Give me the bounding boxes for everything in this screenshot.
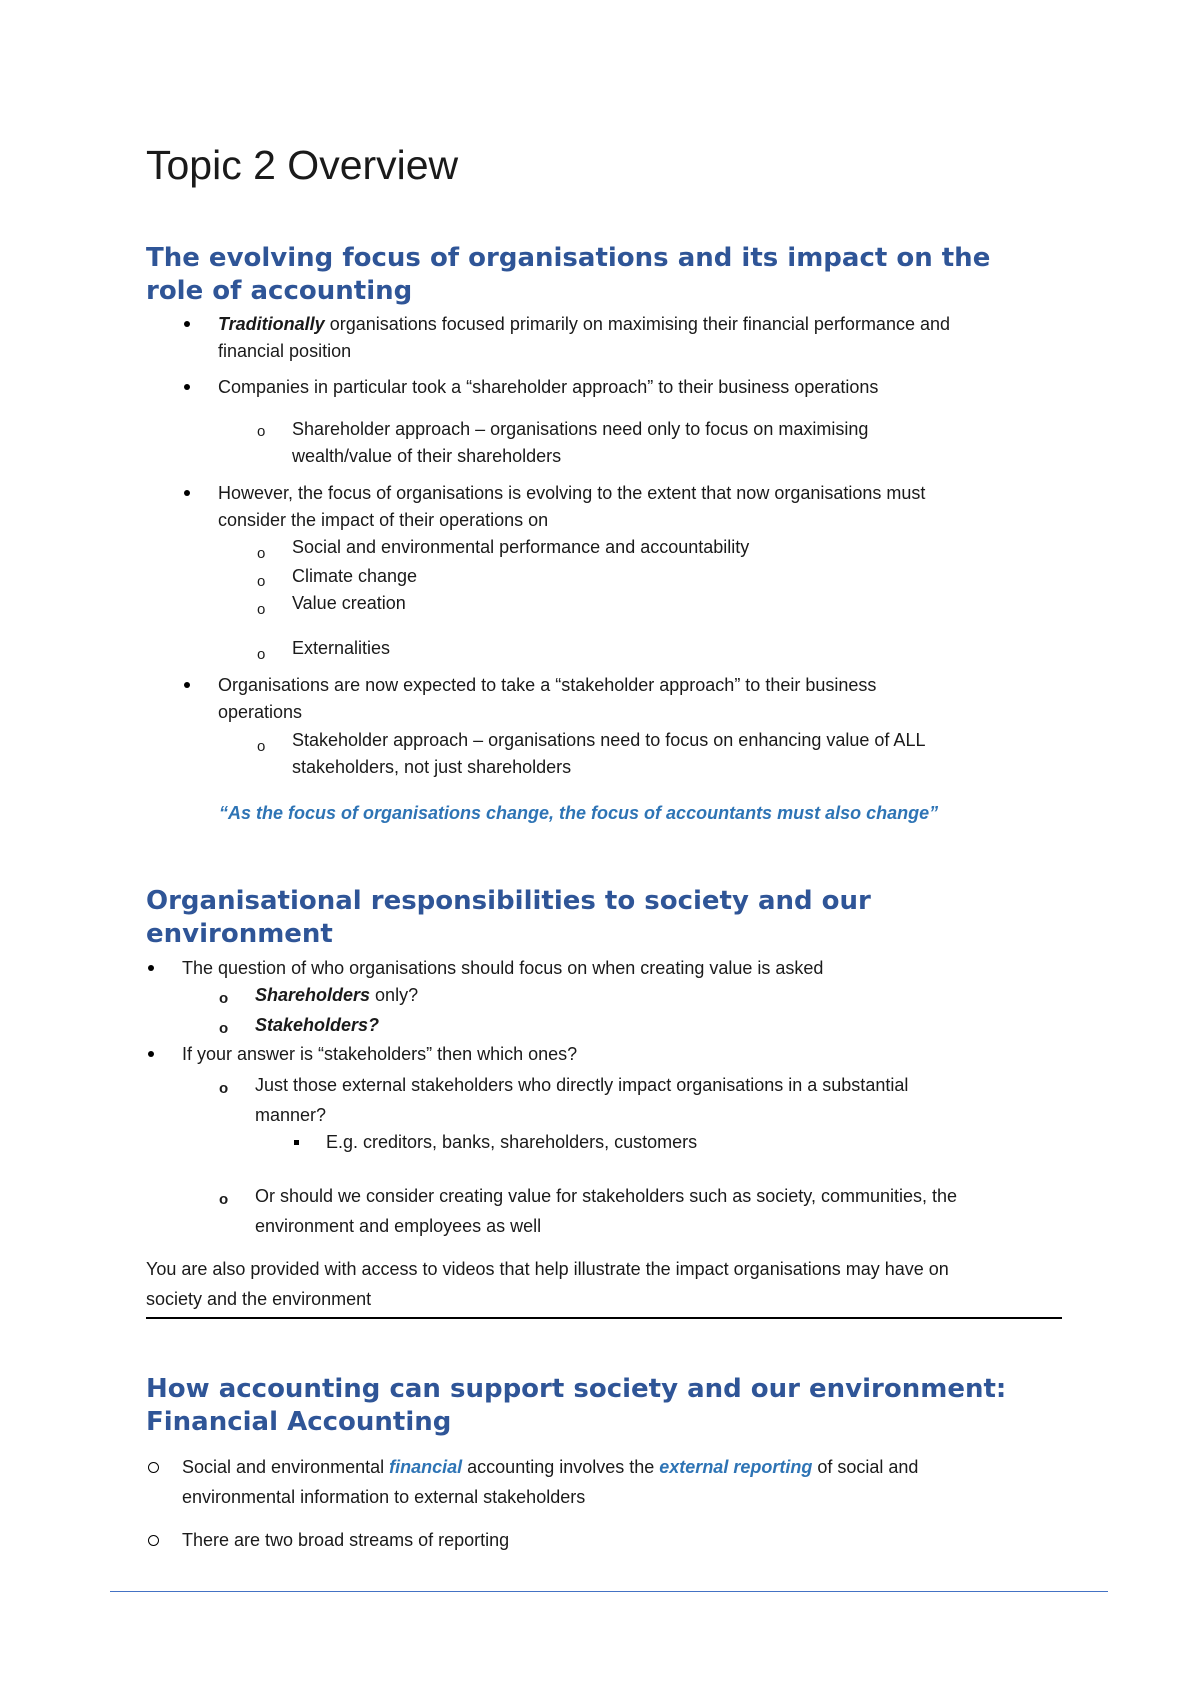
bullet-icon [184,480,190,496]
heading-line: How accounting can support society and our environment: [146,1374,1007,1404]
emphasis-text: external reporting [659,1457,813,1477]
circle-bullet-icon: o [219,1191,229,1208]
emphasis-text: financial [389,1457,463,1477]
list-item-text: Organisations are now expected to take a “stakeholder approach” to their business [218,675,877,695]
circle-bullet-icon: o [257,738,266,755]
hollow-bullet-icon [148,1454,159,1473]
paragraph-line: society and the environment [146,1289,372,1309]
section-heading-organisational-responsibilities [146,885,871,951]
list-item-text: manner? [255,1105,327,1125]
heading-line: environment [146,919,333,949]
circle-bullet-icon: o [219,1020,229,1037]
emphasis-text: Traditionally [218,314,325,334]
list-item: The question of who organisations should focus on when creating value is asked [182,958,824,978]
list-item [218,311,950,365]
list-item-text: organisations focused primarily on maximising their financial performance and [324,314,951,334]
list-item-text: Just those external stakeholders who directly impact organisations in a substantial [255,1075,909,1095]
horizontal-rule [146,1317,1062,1319]
list-item: Companies in particular took a “shareholder approach” to their business operations [218,377,879,397]
sub-list-item: Value creation [292,593,406,613]
list-item [182,1454,918,1511]
list-item-text: Or should we consider creating value for stakeholders such as society, communities, the [255,1186,957,1206]
bullet-icon [184,672,190,688]
list-item-text: only? [370,985,419,1005]
circle-bullet-icon: o [257,573,266,590]
circle-bullet-icon: o [257,601,266,618]
footer-divider [110,1591,1108,1592]
bullet-icon [184,374,190,390]
bullet-icon [184,311,190,327]
sub-list-item [255,1072,908,1129]
sub-list-item [292,727,925,781]
list-item-text: financial position [218,341,352,361]
section-heading-evolving-focus [146,242,990,308]
page-title: Topic 2 Overview [146,142,459,188]
sub-list-item: Externalities [292,638,391,658]
paragraph [146,1256,949,1313]
hollow-bullet-icon [148,1527,159,1546]
circle-bullet-icon: o [219,1080,229,1097]
circle-bullet-icon: o [219,990,229,1007]
list-item-text: operations [218,702,303,722]
list-item-text: Stakeholder approach – organisations need to focus on enhancing value of ALL [292,730,926,750]
square-bullet-icon [294,1129,299,1145]
circle-bullet-icon: o [257,423,266,440]
emphasis-text: Shareholders [255,985,371,1005]
heading-line: role of accounting [146,276,413,306]
list-item-text: environment and employees as well [255,1216,542,1236]
list-item [218,672,876,726]
sub-list-item: Stakeholders? [255,1015,380,1035]
circle-bullet-icon: o [257,646,266,663]
list-item-text: accounting involves the [462,1457,660,1477]
heading-line: Organisational responsibilities to society and our [146,886,871,916]
list-item [218,480,925,534]
section-heading-financial-accounting [146,1373,1006,1439]
list-item-text: Shareholder approach – organisations need only to focus on maximising [292,419,869,439]
list-item-text: However, the focus of organisations is evolving to the extent that now organisations must [218,483,926,503]
sub-list-item: Climate change [292,566,418,586]
heading-line: The evolving focus of organisations and its impact on the [146,243,991,273]
sub-sub-list-item: E.g. creditors, banks, shareholders, customers [326,1132,698,1152]
list-item-text: stakeholders, not just shareholders [292,757,572,777]
list-item-text: consider the impact of their operations on [218,510,549,530]
list-item-text: Social and environmental [182,1457,390,1477]
list-item-text: of social and [812,1457,919,1477]
sub-list-item [292,416,868,470]
sub-list-item [255,1183,957,1240]
list-item-text: wealth/value of their shareholders [292,446,562,466]
bullet-icon [148,1041,154,1057]
bullet-icon [148,955,154,971]
sub-list-item: Social and environmental performance and accountability [292,537,750,557]
list-item: If your answer is “stakeholders” then which ones? [182,1044,578,1064]
sub-list-item [255,982,418,1009]
heading-line: Financial Accounting [146,1407,452,1437]
list-item-text: environmental information to external stakeholders [182,1487,586,1507]
highlight-quote: “As the focus of organisations change, the focus of accountants must also change” [219,803,939,823]
list-item: There are two broad streams of reporting [182,1530,510,1550]
circle-bullet-icon: o [257,545,266,562]
paragraph-line: You are also provided with access to videos that help illustrate the impact organisations may have on [146,1259,949,1279]
